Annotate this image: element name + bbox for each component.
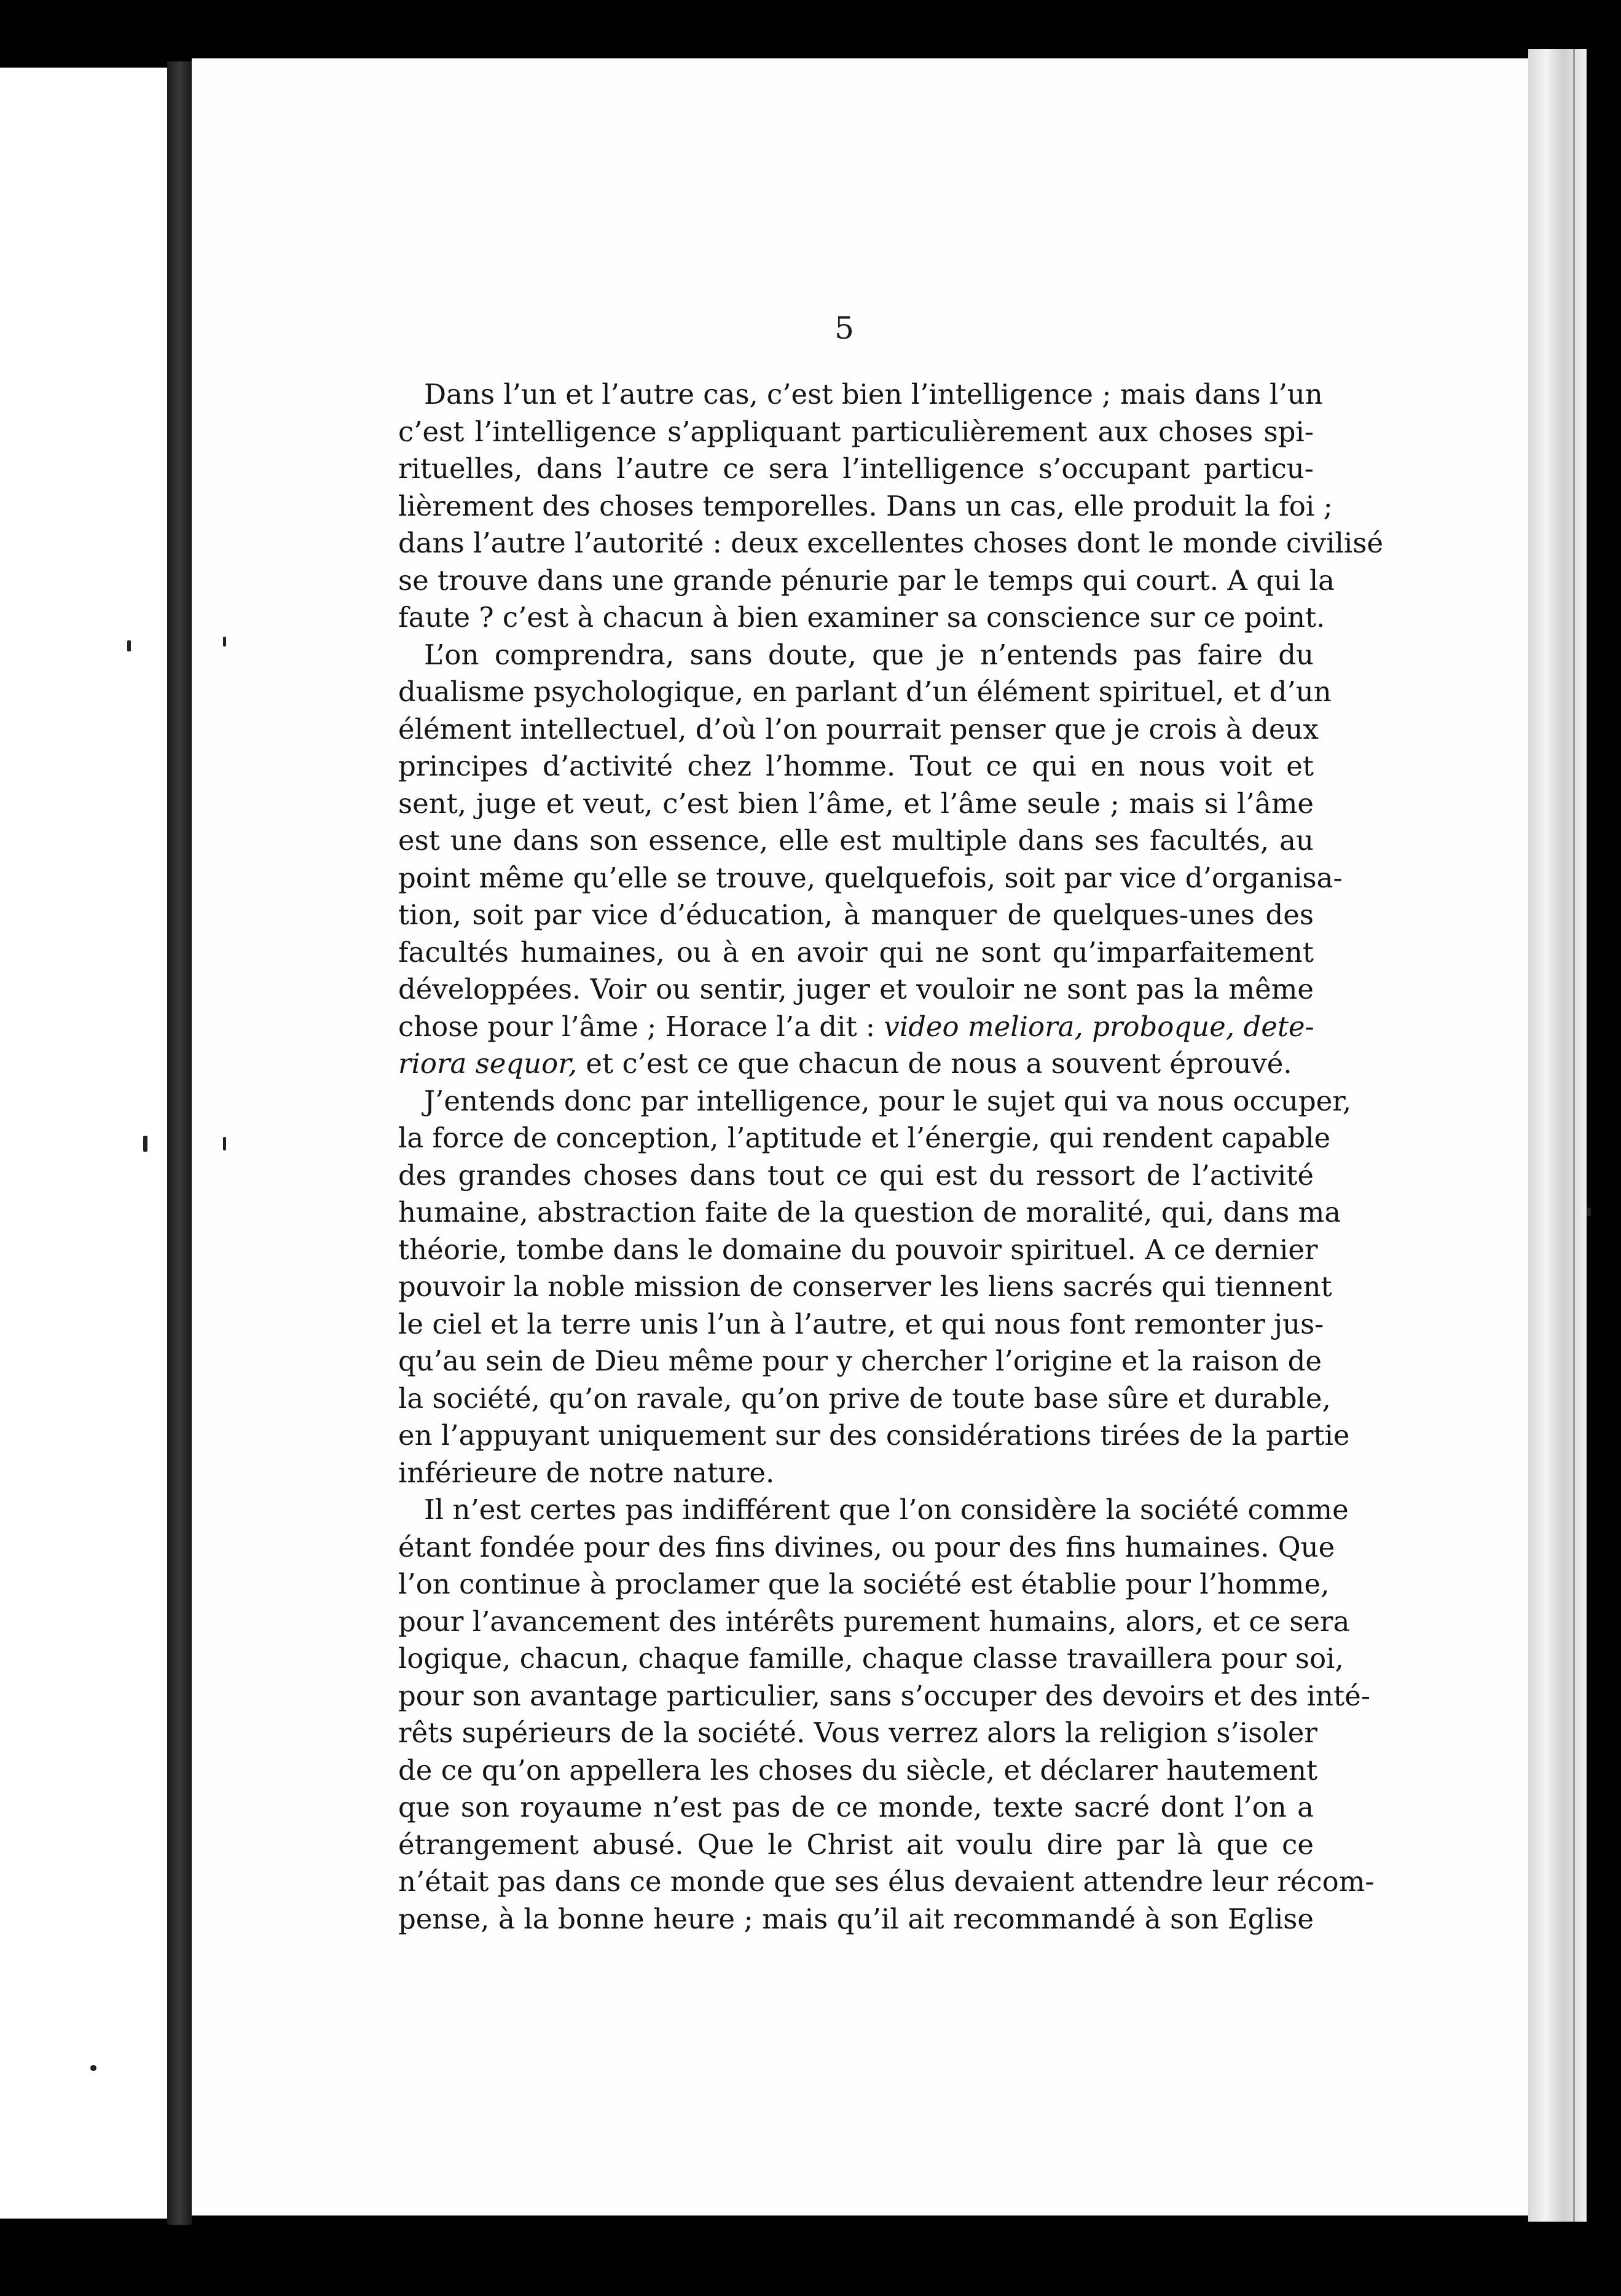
text-line: c’est l’intelligence s’appliquant particulièrement aux choses spi- (398, 415, 1314, 448)
left-facing-page (0, 68, 167, 2219)
scan-mark (127, 640, 131, 651)
text-line: logique, chacun, chaque famille, chaque classe travaillera pour soi, (398, 1642, 1344, 1675)
text-line: de ce qu’on appellera les choses du siècle, et déclarer hautement (398, 1753, 1318, 1787)
text-line: dualisme psychologique, en parlant d’un élément spirituel, et d’un (398, 675, 1332, 708)
text-line: développées. Voir ou sentir, juger et vouloir ne sont pas la même (398, 973, 1314, 1005)
text-line: facultés humaines, ou à en avoir qui ne sont qu’imparfaitement (398, 935, 1314, 969)
text-line: que son royaume n’est pas de ce monde, texte sacré dont l’on a (398, 1791, 1314, 1823)
paragraph (398, 1083, 1352, 1492)
text-line: pense, à la bonne heure ; mais qu’il ait recommandé à son Eglise (398, 1902, 1314, 1935)
text-line: pour l’avancement des intérêts purement humains, alors, et ce sera (398, 1605, 1350, 1638)
text-line: est une dans son essence, elle est multiple dans ses facultés, au (398, 824, 1314, 857)
text-line: humaine, abstraction faite de la question de moralité, qui, dans ma (398, 1196, 1341, 1229)
text-line: l’on continue à proclamer que la société est établie pour l’homme, (398, 1568, 1330, 1600)
text-line: le ciel et la terre unis l’un à l’autre, et qui nous font remonter jus- (398, 1307, 1324, 1340)
text-line: la société, qu’on ravale, qu’on prive de toute base sûre et durable, (398, 1382, 1331, 1415)
text-line: tion, soit par vice d’éducation, à manquer de quelques-unes des (398, 898, 1314, 931)
text-line: pouvoir la noble mission de conserver les liens sacrés qui tiennent (398, 1270, 1332, 1303)
paragraph (398, 1492, 1375, 1938)
scan-mark (90, 2065, 96, 2071)
text-line-horace (398, 1008, 1314, 1046)
text-line: lièrement des choses temporelles. Dans un cas, elle produit la foi ; (398, 489, 1333, 522)
text-line: dans l’autre l’autorité : deux excellentes choses dont le monde civilisé (398, 527, 1383, 559)
text-line: en l’appuyant uniquement sur des considérations tirées de la partie (398, 1419, 1350, 1452)
text-line: point même qu’elle se trouve, quelquefois, soit par vice d’organisa- (398, 861, 1343, 894)
text-line: Il n’est certes pas indifférent que l’on considère la société comme (424, 1493, 1349, 1526)
latin-quote: video meliora, proboque, dete- (884, 1010, 1314, 1043)
text-line: J’entends donc par intelligence, pour le sujet qui va nous occuper, (424, 1084, 1352, 1117)
text-line: pour son avantage particulier, sans s’occuper des devoirs et des inté- (398, 1679, 1370, 1712)
page-stack-line (1573, 49, 1575, 2222)
text-line: étrangement abusé. Que le Christ ait voulu dire par là que ce (398, 1828, 1314, 1861)
text-line: des grandes choses dans tout ce qui est du ressort de l’activité (398, 1158, 1314, 1192)
scan-mark (1587, 1208, 1591, 1216)
text-line: se trouve dans une grande pénurie par le temps qui court. A qui la (398, 564, 1335, 597)
scan-mark (223, 1137, 226, 1150)
text-line: la force de conception, l’aptitude et l’énergie, qui rendent capable (398, 1122, 1331, 1154)
text-line-horace-end (398, 1045, 1314, 1083)
text-line: théorie, tombe dans le domaine du pouvoir spirituel. A ce dernier (398, 1233, 1318, 1266)
paragraph (398, 637, 1343, 1083)
text-line: Dans l’un et l’autre cas, c’est bien l’intelligence ; mais dans l’un (424, 378, 1323, 411)
text-line: L’on comprendra, sans doute, que je n’entends pas faire du (424, 638, 1314, 671)
text-line: faute ? c’est à chacun à bien examiner sa conscience sur ce point. (398, 601, 1325, 634)
book-gutter (167, 61, 192, 2225)
text-line: rêts supérieurs de la société. Vous verrez alors la religion s’isoler (398, 1716, 1317, 1749)
body-text (398, 376, 1383, 1938)
text-line: inférieure de notre nature. (398, 1456, 775, 1489)
text-line: principes d’activité chez l’homme. Tout ce qui en nous voit et (398, 750, 1314, 782)
text-line: rituelles, dans l’autre ce sera l’intelligence s’occupant particu- (398, 452, 1314, 485)
scan-mark (223, 637, 226, 647)
text-line: qu’au sein de Dieu même pour y chercher l’origine et la raison de (398, 1345, 1322, 1377)
text-segment: chose pour l’âme ; Horace l’a dit : (398, 1010, 884, 1043)
text-line: élément intellectuel, d’où l’on pourrait penser que je crois à deux (398, 712, 1319, 745)
text-line: étant fondée pour des fins divines, ou pour des fins humaines. Que (398, 1530, 1335, 1563)
paragraph (398, 376, 1383, 637)
page-stack-edge (1528, 49, 1587, 2222)
scan-mark (143, 1136, 147, 1152)
latin-quote: riora sequor, (398, 1047, 578, 1080)
text-line: n’était pas dans ce monde que ses élus devaient attendre leur récom- (398, 1865, 1375, 1898)
text-line: sent, juge et veut, c’est bien l’âme, et l’âme seule ; mais si l’âme (398, 787, 1314, 820)
page-number: 5 (834, 310, 854, 346)
text-segment: et c’est ce que chacun de nous a souvent éprouvé. (577, 1047, 1292, 1080)
